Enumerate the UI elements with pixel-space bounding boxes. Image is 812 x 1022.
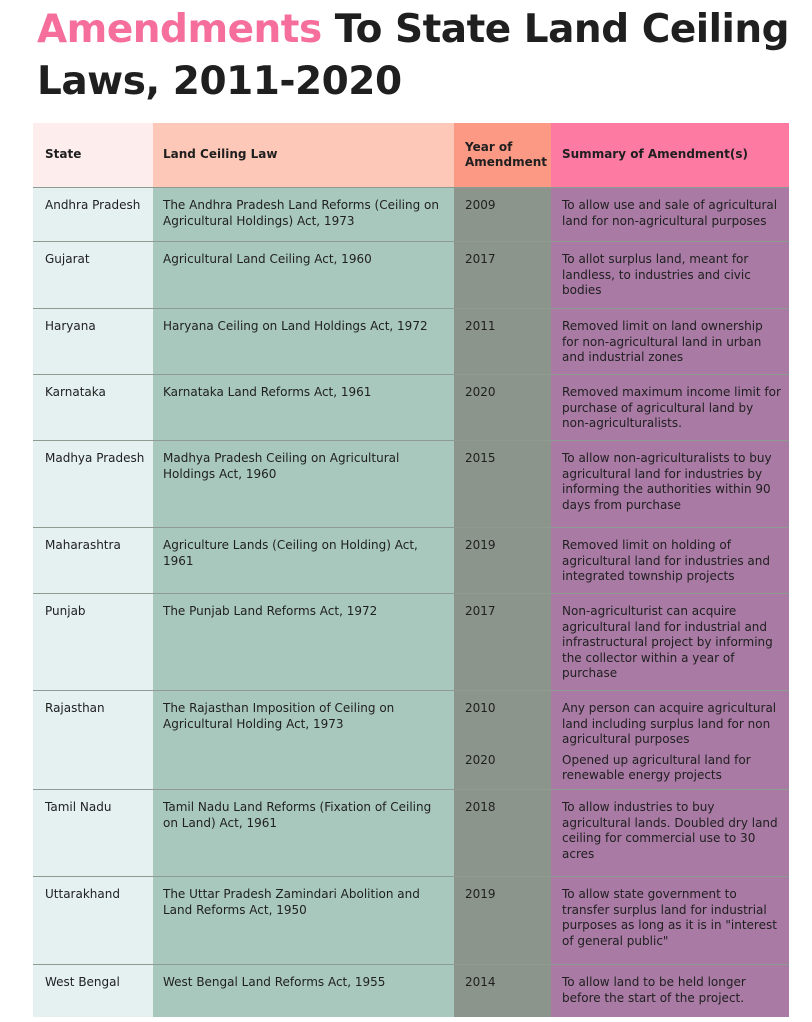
table-row [33,241,789,308]
table-row [33,374,789,440]
cell-year: 2017 [454,242,551,308]
table-row [33,187,789,241]
cell-law: The Andhra Pradesh Land Reforms (Ceiling on Agricultural Holdings) Act, 1973 [153,188,454,241]
amendments-table [33,123,789,1017]
cell-state: Gujarat [33,242,153,308]
cell-state: Madhya Pradesh [33,441,153,527]
table-row [33,876,789,964]
cell-summary: To allot surplus land, meant for landless, to industries and civic bodies [551,242,789,308]
cell-law: Karnataka Land Reforms Act, 1961 [153,375,454,440]
table-row [33,593,789,690]
cell-summary: To allow land to be held longer before the start of the project. [551,965,789,1017]
title-rest: To State Land Ceiling Laws, 2011-2020 [37,7,790,104]
cell-state: Uttarakhand [33,877,153,964]
cell-law: Agriculture Lands (Ceiling on Holding) Act, 1961 [153,528,454,593]
cell-year: 2020 [454,375,551,440]
table-row [33,440,789,527]
cell-summary: Removed limit on holding of agricultural land for industries and integrated township projects [551,528,789,593]
table-row [33,789,789,876]
cell-state: Haryana [33,309,153,374]
cell-state: Andhra Pradesh [33,188,153,241]
cell-summary: To allow state government to transfer surplus land for industrial purposes as long as it is in "interest of general public" [551,877,789,964]
summary-first: Any person can acquire agricultural land including surplus land for non agricultural purposes [562,701,777,746]
year-second: 2020 [465,752,496,767]
cell-summary: Non-agriculturist can acquire agricultural land for industrial and infrastructural project by informing the collector within a year of purchase [551,594,789,690]
cell-year: 2018 [454,790,551,876]
cell-law: The Rajasthan Imposition of Ceiling on Agricultural Holding Act, 1973 [153,691,454,789]
cell-state: Punjab [33,594,153,690]
cell-law: Tamil Nadu Land Reforms (Fixation of Ceiling on Land) Act, 1961 [153,790,454,876]
cell-law: The Punjab Land Reforms Act, 1972 [153,594,454,690]
header-year: Year of Amendment [454,123,551,187]
cell-summary: To allow use and sale of agricultural land for non-agricultural purposes [551,188,789,241]
page-title [37,4,797,108]
table-row [33,690,789,789]
cell-state: Rajasthan [33,691,153,789]
cell-state: Maharashtra [33,528,153,593]
cell-year: 2019 [454,877,551,964]
cell-law: The Uttar Pradesh Zamindari Abolition and Land Reforms Act, 1950 [153,877,454,964]
cell-year: 2015 [454,441,551,527]
cell-summary: Removed maximum income limit for purchase of agricultural land by non-agriculturalists. [551,375,789,440]
table-header [33,123,789,187]
cell-year: 2019 [454,528,551,593]
cell-year: 2011 [454,309,551,374]
table-row [33,527,789,593]
cell-law: West Bengal Land Reforms Act, 1955 [153,965,454,1017]
header-summary: Summary of Amendment(s) [551,123,789,187]
header-state: State [33,123,153,187]
cell-year: 2009 [454,188,551,241]
cell-year [454,691,551,789]
cell-summary [551,691,789,789]
cell-year: 2014 [454,965,551,1017]
cell-year: 2017 [454,594,551,690]
year-first: 2010 [465,701,496,715]
cell-state: Karnataka [33,375,153,440]
cell-summary: To allow industries to buy agricultural lands. Doubled dry land ceiling for commercial use to 30 acres [551,790,789,876]
table-row [33,964,789,1017]
table-row [33,308,789,374]
cell-state: West Bengal [33,965,153,1017]
title-accent: Amendments [37,7,322,52]
cell-law: Agricultural Land Ceiling Act, 1960 [153,242,454,308]
cell-law: Madhya Pradesh Ceiling on Agricultural Holdings Act, 1960 [153,441,454,527]
summary-second: Opened up agricultural land for renewable energy projects [562,752,751,782]
cell-state: Tamil Nadu [33,790,153,876]
cell-summary: To allow non-agriculturalists to buy agricultural land for industries by informing the authorities within 90 days from purchase [551,441,789,527]
header-law: Land Ceiling Law [153,123,454,187]
cell-summary: Removed limit on land ownership for non-agricultural land in urban and industrial zones [551,309,789,374]
cell-law: Haryana Ceiling on Land Holdings Act, 1972 [153,309,454,374]
